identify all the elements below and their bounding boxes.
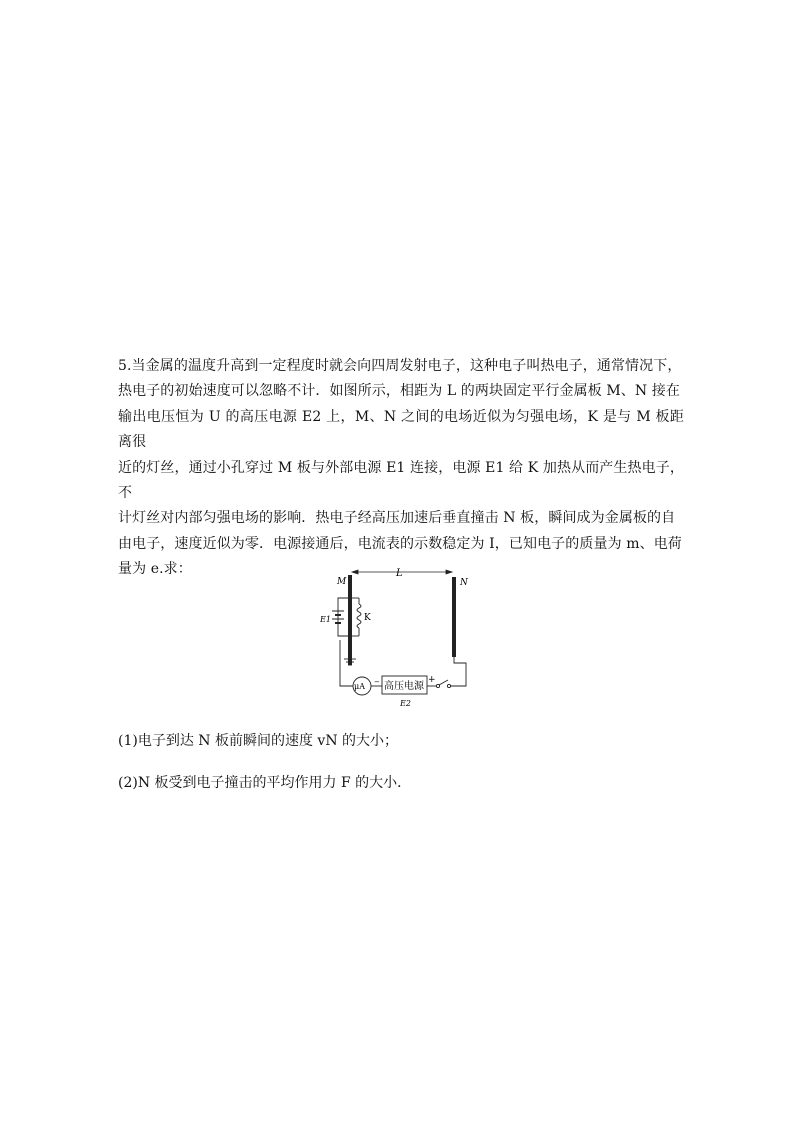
intro-line-3: 输出电压恒为 U 的高压电源 E2 上，M、N 之间的电场近似为匀强电场，K 是与 M 板距离很 bbox=[118, 408, 684, 451]
label-minus: − bbox=[374, 678, 380, 686]
label-L: L bbox=[396, 568, 403, 579]
label-E2: E2 bbox=[400, 699, 411, 708]
question-1: (1)电子到达 N 板前瞬间的速度 vN 的大小； bbox=[118, 733, 399, 749]
switch bbox=[436, 680, 450, 688]
intro-line-1: 5.当金属的温度升高到一定程度时就会向四周发射电子，这种电子叫热电子，通常情况下， bbox=[118, 358, 682, 374]
label-M: M bbox=[337, 577, 347, 587]
question-2: (2)N 板受到电子撞击的平均作用力 F 的大小． bbox=[118, 775, 412, 791]
label-meter: μA bbox=[354, 682, 365, 691]
label-K: K bbox=[364, 613, 371, 623]
circuit-diagram bbox=[310, 560, 500, 710]
intro-line-5: 计灯丝对内部匀强电场的影响．热电子经高压加速后垂直撞击 N 板，瞬间成为金属板的自 bbox=[118, 510, 676, 527]
plate-N bbox=[452, 577, 456, 657]
ground-symbol bbox=[344, 659, 356, 665]
intro-line-4: 近的灯丝，通过小孔穿过 M 板与外部电源 E1 连接，电源 E1 给 K 加热从而产生热电子，不 bbox=[118, 459, 684, 502]
label-plus: + bbox=[428, 675, 436, 685]
label-source: 高压电源 bbox=[384, 681, 424, 692]
problem-text bbox=[118, 354, 684, 583]
label-E1: E1 bbox=[320, 615, 331, 624]
intro-line-6: 由电子，速度近似为零．电源接通后，电流表的示数稳定为 I，已知电子的质量为 m、电荷 bbox=[118, 535, 682, 552]
filament-K bbox=[357, 604, 361, 628]
intro-line-2: 热电子的初始速度可以忽略不计．如图所示，相距为 L 的两块固定平行金属板 M、N 接在 bbox=[118, 383, 680, 400]
plate-M bbox=[348, 575, 352, 665]
label-N: N bbox=[460, 578, 468, 588]
intro-line-7: 量为 e.求： bbox=[118, 561, 192, 578]
